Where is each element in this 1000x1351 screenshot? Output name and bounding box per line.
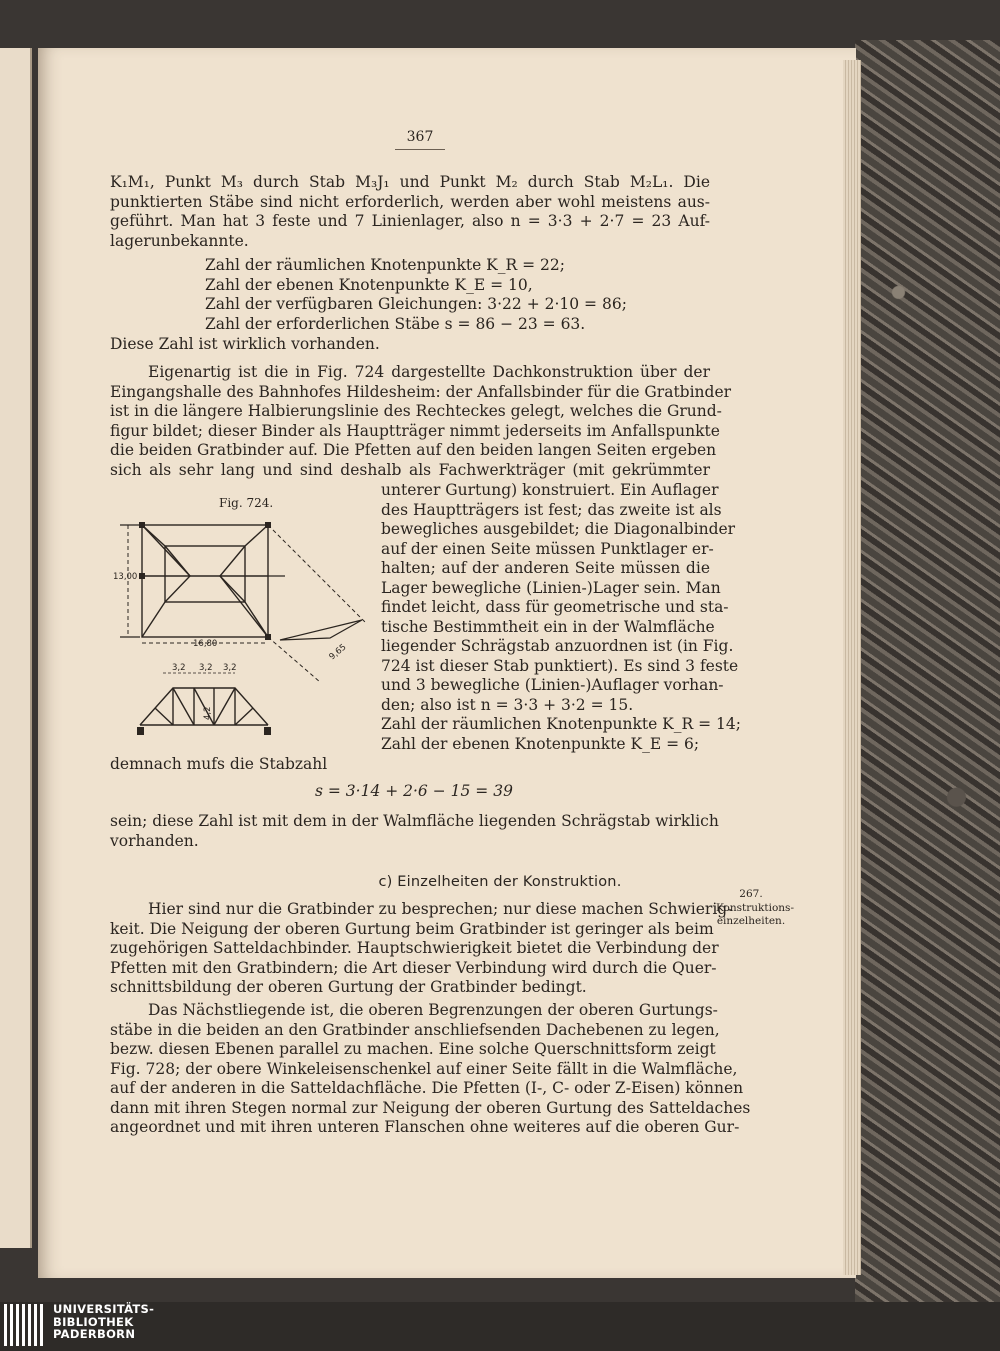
marginal-text: einzelheiten.	[716, 915, 786, 927]
text-line: bewegliches ausgebildet; die Diagonalbinder	[381, 520, 736, 538]
text-line: vorhanden.	[110, 831, 199, 850]
text-line: Zahl der erforderlichen Stäbe s = 86 − 23 = 63.	[205, 314, 586, 333]
paragraph-4	[110, 900, 733, 998]
library-name	[53, 1303, 154, 1341]
hip-rafter	[245, 525, 268, 546]
demnach-line: demnach mufs die Stabzahl	[110, 755, 328, 773]
purlin	[220, 546, 245, 602]
text-line: Zahl der räumlichen Knotenpunkte K_R = 14;	[381, 715, 741, 733]
text-line: Lager bewegliche (Linien-)Lager sein. Man	[381, 578, 721, 597]
elev-dim-label: 3,2	[199, 663, 213, 673]
text-line: ist in die längere Halbierungslinie des Rechteckes gelegt, welches die Grund-	[110, 402, 722, 420]
walm-triangle	[280, 620, 362, 640]
support-marker	[137, 727, 144, 735]
figure-724-diagram	[110, 510, 380, 750]
text-line: punktierten Stäbe sind nicht erforderlich, werden aber wohl meistens aus-	[110, 192, 710, 211]
truss-member	[214, 688, 235, 725]
text-line: Eigenartig ist die in Fig. 724 dargestellte Dachkonstruktion über der	[148, 363, 710, 381]
paragraph-5	[110, 1001, 751, 1138]
library-name-line: UNIVERSITÄTS-	[53, 1302, 155, 1316]
truss-member	[235, 708, 253, 725]
text-line: Das Nächstliegende ist, die oberen Begrenzungen der oberen Gurtungs-	[148, 1001, 718, 1019]
text-line: und 3 bewegliche (Linien-)Auflager vorhan-	[381, 676, 724, 694]
diagonal	[142, 525, 190, 576]
marbled-cover-edge	[855, 40, 1000, 1302]
elev-dim-label: 3,2	[172, 663, 186, 673]
node-marker	[139, 573, 145, 579]
text-line: des Hauptträgers ist fest; das zweite ist als	[381, 500, 722, 519]
library-name-line: PADERBORN	[53, 1327, 136, 1341]
paragraph-2	[110, 363, 732, 480]
text-line: halten; auf der anderen Seite müssen die	[381, 559, 710, 577]
diagonal	[220, 576, 268, 637]
dim-diag-label: 9,65	[327, 642, 349, 663]
dim-height-label: 13,00	[113, 572, 138, 582]
text-line: auf der einen Seite müssen Punktlager er-	[381, 539, 714, 558]
text-line: den; also ist n = 3·3 + 3·2 = 15.	[381, 695, 634, 714]
text-line: schnittsbildung der oberen Gurtung der Gratbinder bedingt.	[110, 978, 587, 996]
text-line: Zahl der räumlichen Knotenpunkte K_R = 22;	[205, 256, 565, 274]
text-line: Pfetten mit den Gratbindern; die Art dieser Verbindung wird durch die Quer-	[110, 958, 717, 977]
text-line: unterer Gurtung) konstruiert. Ein Auflager	[381, 481, 719, 499]
library-logo-icon	[4, 1304, 46, 1346]
node-marker	[265, 634, 271, 640]
marginal-number: 267.	[739, 888, 763, 900]
support-marker	[264, 727, 271, 735]
page-number: 367	[395, 128, 445, 150]
node-marker	[139, 522, 145, 528]
text-line: angeordnet und mit ihren unteren Flanschen ohne weiteres auf die oberen Gur-	[110, 1118, 740, 1136]
hip-rafter	[142, 602, 165, 637]
text-line: K₁M₁, Punkt M₃ durch Stab M₃J₁ und Punkt M₂ durch Stab M₂L₁. Die	[110, 173, 710, 191]
dashed-stab	[268, 525, 365, 622]
node-marker	[265, 522, 271, 528]
previous-page-edge	[0, 48, 32, 1248]
dashed-stab	[268, 637, 320, 682]
dim-width-label: 16,80	[193, 639, 218, 649]
text-line: sich als sehr lang und sind deshalb als Fachwerkträger (mit gekrümmter	[110, 460, 710, 479]
section-heading: c) Einzelheiten der Konstruktion.	[378, 874, 622, 890]
text-line: sein; diese Zahl ist mit dem in der Walmfläche liegenden Schrägstab wirklich	[110, 812, 719, 830]
text-line: Eingangshalle des Bahnhofes Hildesheim: der Anfallsbinder für die Gratbinder	[110, 382, 732, 401]
elev-dim-label: 3,2	[223, 663, 237, 673]
text-line: zugehörigen Satteldachbinder. Hauptschwierigkeit bietet die Verbindung der	[110, 939, 719, 957]
text-line: Hier sind nur die Gratbinder zu besprechen; nur diese machen Schwierig-	[148, 900, 733, 918]
text-line: die beiden Gratbinder auf. Die Pfetten auf den beiden langen Seiten ergeben	[110, 441, 717, 459]
text-line: keit. Die Neigung der oberen Gurtung beim Gratbinder ist geringer als beim	[110, 919, 714, 938]
text-line: dann mit ihren Stegen normal zur Neigung der oberen Gurtung des Satteldaches	[110, 1098, 751, 1117]
paragraph-2-right-column	[381, 481, 741, 754]
text-line: Zahl der ebenen Knotenpunkte K_E = 10,	[205, 275, 533, 294]
counts-block-1	[205, 256, 627, 334]
text-line: tische Bestimmtheit ein in der Walmfläche	[381, 617, 715, 636]
text-line: bezw. diesen Ebenen parallel zu machen. Eine solche Querschnittsform zeigt	[110, 1040, 716, 1058]
page-stack-edge	[843, 60, 861, 1275]
elev-height-label: 4,2	[203, 706, 213, 720]
truss-member	[155, 708, 173, 725]
truss-member	[173, 688, 194, 725]
text-line: geführt. Man hat 3 feste und 7 Linienlager, also n = 3·3 + 2·7 = 23 Auf-	[110, 212, 710, 230]
text-line: lagerunbekannte.	[110, 231, 249, 250]
text-line: Zahl der verfügbaren Gleichungen: 3·22 + 2·10 = 86;	[205, 295, 627, 313]
text-line: findet leicht, dass für geometrische und sta-	[381, 598, 729, 616]
library-name-line: BIBLIOTHEK	[53, 1314, 134, 1329]
conclusion-line: Diese Zahl ist wirklich vorhanden.	[110, 335, 380, 353]
text-line: Fig. 728; der obere Winkeleisenschenkel auf einer Seite fällt in die Walmfläche,	[110, 1059, 738, 1078]
intro-paragraph	[110, 173, 710, 251]
text-line: auf der anderen in die Satteldachfläche. Die Pfetten (I-, C- oder Z-Eisen) können	[110, 1079, 744, 1097]
paragraph-3	[110, 812, 719, 851]
text-line: stäbe in die beiden an den Gratbinder anschliefsenden Dachebenen zu legen,	[110, 1020, 720, 1039]
formula: s = 3·14 + 2·6 − 15 = 39	[315, 782, 513, 800]
figure-label: Fig. 724.	[219, 496, 274, 510]
text-line: Zahl der ebenen Knotenpunkte K_E = 6;	[381, 734, 700, 753]
text-line: 724 ist dieser Stab punktiert). Es sind 3 feste	[381, 656, 739, 675]
marginal-text: Konstruktions-	[716, 901, 794, 914]
text-line: liegender Schrägstab anzuordnen ist (in Fig.	[381, 637, 734, 655]
text-line: figur bildet; dieser Binder als Hauptträger nimmt jederseits im Anfallspunkte	[110, 421, 720, 440]
